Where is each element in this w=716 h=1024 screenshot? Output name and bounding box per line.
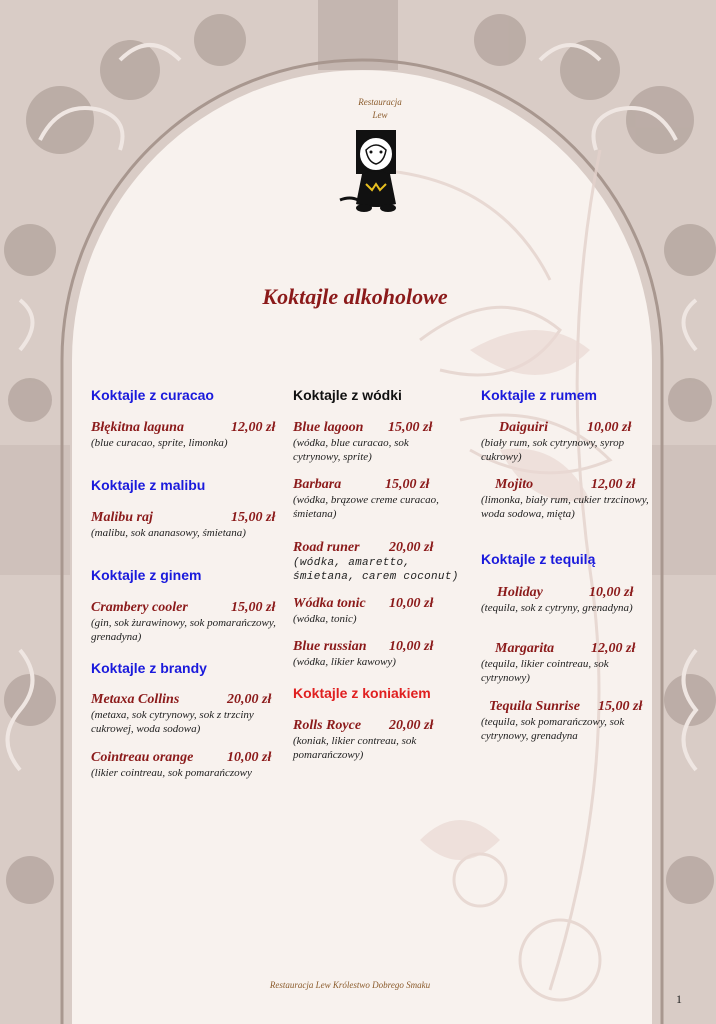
section-title-tequila: Koktajle z tequilą [481, 551, 596, 567]
menu-item-malibu-raj [91, 510, 281, 540]
restaurant-name-small [330, 96, 430, 122]
footer-slogan: Restauracja Lew Królestwo Dobrego Smaku [269, 980, 431, 990]
item-price: 12,00 zł [591, 641, 636, 656]
menu-item-blue-russian [293, 639, 453, 669]
menu-item-daiguiri [481, 420, 651, 464]
item-description: (wódka, brązowe creme curacao, śmietana) [293, 494, 439, 520]
item-name: Road runer [293, 540, 360, 555]
section-title-malibu: Koktajle z malibu [91, 477, 206, 493]
page-title: Koktajle alkoholowe [262, 284, 448, 309]
item-name: Cointreau orange [91, 750, 194, 765]
item-price: 15,00 zł [388, 420, 433, 435]
brand-line-1: Restauracja [358, 97, 402, 107]
item-description: (blue curacao, sprite, limonka) [91, 437, 228, 449]
item-description: (malibu, sok ananasowy, śmietana) [91, 527, 246, 539]
item-price: 12,00 zł [231, 420, 276, 435]
menu-item-margarita [481, 641, 651, 685]
item-price: 12,00 zł [591, 477, 636, 492]
item-description: (tequila, likier cointreau, sok cytrynowy) [481, 658, 609, 684]
item-name: Blue lagoon [293, 420, 364, 435]
brand-line-2: Lew [372, 110, 388, 120]
menu-item-blekitna-laguna [91, 420, 281, 450]
menu-item-blue-lagoon [293, 420, 443, 464]
item-description: (wódka, likier kawowy) [293, 656, 396, 668]
item-name: Mojito [495, 477, 534, 492]
item-name: Daiguiri [499, 420, 549, 435]
item-price: 10,00 zł [389, 639, 434, 654]
item-name: Błękitna laguna [91, 420, 184, 435]
menu-item-cointreau-orange [91, 750, 281, 780]
menu-item-holiday [481, 585, 651, 615]
item-description: (limonka, biały rum, cukier trzcinowy, woda sodowa, mięta) [481, 494, 649, 520]
menu-item-mojito [481, 477, 651, 521]
item-name: Margarita [495, 641, 555, 656]
item-description: (koniak, likier contreau, sok pomarańczowy) [293, 735, 417, 761]
item-description: (tequila, sok pomarańczowy, sok cytrynowy, grenadyna [481, 716, 625, 742]
item-name: Blue russian [293, 639, 367, 654]
item-price: 10,00 zł [589, 585, 634, 600]
page-number: 1 [676, 992, 682, 1006]
item-price: 10,00 zł [587, 420, 632, 435]
section-title-vodka: Koktajle z wódki [293, 387, 402, 403]
section-title-gin: Koktajle z ginem [91, 567, 202, 583]
item-description: (wódka, amaretto, śmietana, carem coconut) [293, 557, 459, 583]
item-name: Crambery cooler [91, 600, 188, 615]
menu-item-road-runer [293, 540, 473, 584]
item-price: 20,00 zł [227, 692, 272, 707]
item-description: (likier cointreau, sok pomarańczowy [91, 767, 252, 779]
menu-item-metaxa-collins [91, 692, 281, 736]
item-price: 15,00 zł [231, 510, 276, 525]
item-description: (tequila, sok z cytryny, grenadyna) [481, 602, 633, 614]
section-title-rum: Koktajle z rumem [481, 387, 597, 403]
item-description: (biały rum, sok cytrynowy, syrop cukrowy) [481, 437, 625, 463]
item-price: 10,00 zł [227, 750, 272, 765]
item-name: Wódka tonic [293, 596, 366, 611]
menu-item-barbara [293, 477, 468, 521]
item-price: 20,00 zł [389, 540, 434, 555]
menu-item-wodka-tonic [293, 596, 453, 626]
item-description: (wódka, blue curacao, sok cytrynowy, sprite) [293, 437, 409, 463]
item-price: 20,00 zł [389, 718, 434, 733]
menu-item-tequila-sunrise [481, 699, 651, 743]
item-description: (wódka, tonic) [293, 613, 357, 625]
item-name: Holiday [497, 585, 543, 600]
item-description: (gin, sok żurawinowy, sok pomarańczowy, grenadyna) [91, 617, 276, 643]
item-price: 10,00 zł [389, 596, 434, 611]
item-description: (metaxa, sok cytrynowy, sok z trzciny cukrowej, woda sodowa) [91, 709, 254, 735]
lion-logo-icon [338, 128, 414, 224]
section-title-curacao: Koktajle z curacao [91, 387, 214, 403]
item-price: 15,00 zł [385, 477, 430, 492]
menu-item-crambery-cooler [91, 600, 281, 644]
item-name: Metaxa Collins [91, 692, 180, 707]
section-title-brandy: Koktajle z brandy [91, 660, 207, 676]
menu-item-rolls-royce [293, 718, 453, 762]
section-title-cognac: Koktajle z koniakiem [293, 685, 431, 701]
item-name: Malibu raj [91, 510, 153, 525]
item-price: 15,00 zł [231, 600, 276, 615]
item-name: Rolls Royce [293, 718, 362, 733]
item-name: Barbara [293, 477, 342, 492]
item-price: 15,00 zł [598, 699, 643, 714]
item-name: Tequila Sunrise [489, 699, 580, 714]
